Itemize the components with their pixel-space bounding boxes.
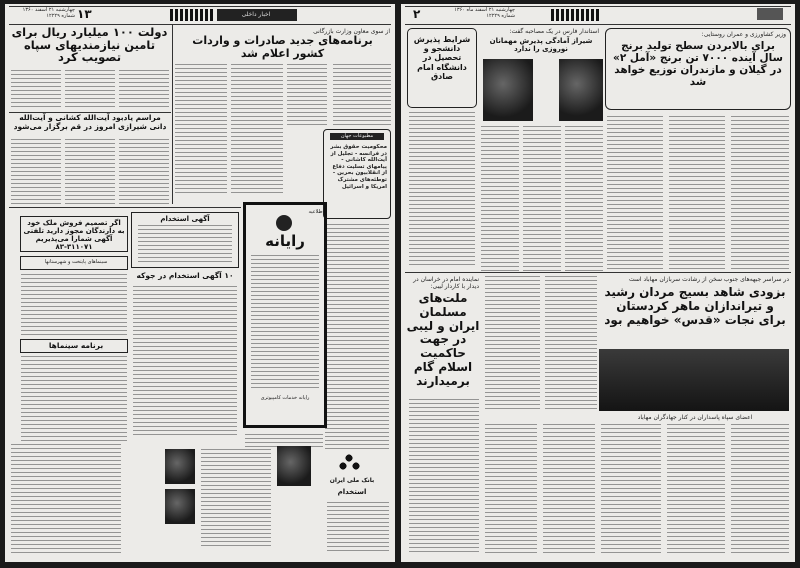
subhead-left: مراسم یادبود آیت‌الله کشانی و آیت‌الله دانی شیرازی امروز در قم برگزار می‌شود	[13, 113, 167, 131]
rayaneh-logo-icon	[276, 215, 292, 231]
news-photo	[483, 59, 533, 121]
right-page	[401, 4, 795, 562]
box-headline: محکومیت حقوق بشر در فرانسه - تجلیل از آیت‌الله کاشانی - پیامهای تسلیت دفاع از انقلابیون بحرین - توطئه‌های مشترک امریکا و اسرائیل	[330, 144, 387, 190]
rayaneh-brand: رایانه	[265, 232, 305, 250]
basij-kicker: در سراسر جبهه‌های جنوب سخن از رشادت سربازان مهاباد است	[628, 276, 789, 283]
ad-employment-list-title: ۱۰ آگهی استخدام در جوکه	[136, 271, 234, 280]
issue: شماره ۱۲۲۲۹	[46, 13, 75, 19]
newspaper-logo-icon	[757, 8, 783, 20]
ad-employment[interactable]: آگهی استخدام	[131, 212, 239, 268]
world-press-box	[323, 129, 391, 219]
masthead-stripes	[551, 9, 599, 21]
page-number: ۱۳	[77, 7, 92, 21]
lead-headline: برای بالابردن سطح تولید برنج سال آینده ۷۰۰۰ تن برنج «آمل ۲» در گیلان و مازندران توزیع خواهد شد	[613, 40, 783, 89]
photo-caption: اعضای سپاه پاسداران در کنار جهادگران مهاباد	[637, 414, 753, 421]
libya-headline: ملت‌های مسلمان ایران و لیبی در جهت حاکمیت اسلام گام برمیدارند	[406, 291, 480, 388]
portrait-photo	[165, 449, 195, 484]
shiraz-kicker: استاندار فارس در یک مصاحبه گفت:	[509, 28, 599, 35]
basij-headline: بزودی شاهد بسیج مردان رشید و تیراندازان ماهر کردستان برای نجات «قدس» خواهیم بود	[604, 285, 786, 327]
bottom-ad-sub: استخدام	[337, 488, 367, 496]
news-photo	[559, 59, 603, 121]
university-box: شرایط پذیرش دانشجو و تحصیل در دانشگاه امام صادق	[407, 28, 477, 108]
headline-kicker: از سوی معاون وزارت بازرگانی	[313, 28, 390, 35]
section-label: اخبار داخلی	[241, 11, 271, 18]
date: چهارشنبه ۲۱ اسفند ۱۳۶۰	[22, 7, 75, 13]
portrait-photo	[277, 446, 311, 486]
cinema-program-title: برنامه سینماها	[20, 339, 128, 353]
news-photo	[599, 349, 789, 411]
bank-logo-icon	[337, 452, 363, 474]
headline-main: دولت ۱۰۰ میلیارد ریال برای تامین نیازمندیهای سپاه تصویب کرد	[11, 25, 168, 65]
masthead-stripes	[170, 9, 215, 21]
bottom-ad-title: بانک ملی ایران	[329, 477, 375, 484]
rayaneh-ad[interactable]: اطلاعیه رایانه رایانه خدمات کامپیوتری	[243, 202, 327, 428]
issue: شماره ۱۲۲۲۹	[486, 13, 515, 19]
headline-center: برنامه‌های جدید صادرات و واردات کشور اعلام شد	[192, 34, 373, 60]
left-page	[5, 4, 395, 562]
page-number: ۲	[413, 7, 421, 21]
cinema-banner: سینماهای پایتخت و شهرستانها	[20, 256, 128, 270]
box-title: مطبوعات جهان	[340, 133, 374, 139]
portrait-photo	[165, 489, 195, 524]
shiraz-headline: شیراز آمادگی پذیرش مهمانان نوروزی را ندارد	[489, 37, 593, 54]
date: چهارشنبه ۲۱ اسفند ماه ۱۳۶۰	[454, 7, 515, 13]
lead-story-box: وزیر کشاورزی و عمران روستایی: برای بالابردن سطح تولید برنج سال آینده ۷۰۰۰ تن برنج «آمل ۲» در گیلان و مازندران توزیع خواهد شد	[605, 28, 791, 110]
ad-property[interactable]: اگر تصمیم فروش ملک خود به دارندگان مجوز دارید تلفنی آگهی شمارا می‌پذیریم ۳۱۱۰۷۱-۸۳	[20, 216, 128, 252]
libya-kicker: نماینده امام در خراسان در دیدار با کاردار لیبی:	[413, 276, 479, 291]
